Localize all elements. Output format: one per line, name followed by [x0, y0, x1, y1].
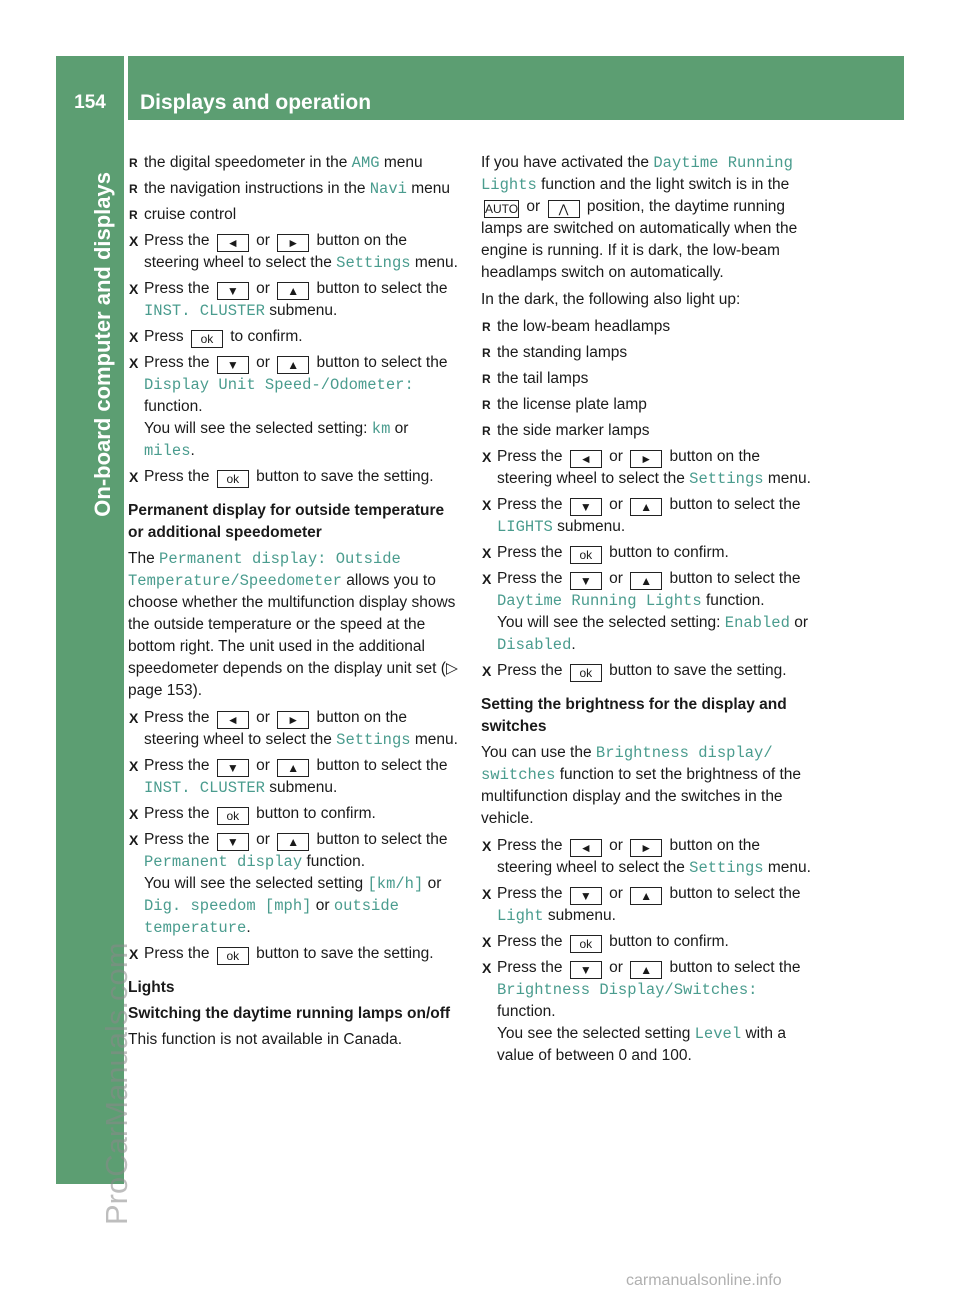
up-arrow-icon: ▲ — [630, 572, 662, 590]
left-arrow-icon: ◄ — [217, 234, 249, 252]
ok-button-icon: ok — [570, 664, 602, 682]
list-item: R the low-beam headlamps — [481, 316, 816, 338]
step-item: X Press the ▼ or ▲ button to select the Daytime Running Lights function. You will see the selected setting: Enabled or Disabled. — [481, 568, 816, 656]
step-item: X Press the ok button to save the setting. — [128, 466, 461, 488]
up-arrow-icon: ▲ — [630, 498, 662, 516]
up-arrow-icon: ▲ — [630, 887, 662, 905]
down-arrow-icon: ▼ — [217, 833, 249, 851]
low-beam-icon: ⋀ — [548, 200, 580, 218]
down-arrow-icon: ▼ — [570, 887, 602, 905]
ok-button-icon: ok — [191, 330, 223, 348]
paragraph: The Permanent display: Outside Temperature/Speedometer allows you to choose whether the multifunction display shows the outside temperature or the speed at the bottom right. The unit used in the additional speedometer depends on the display unit set (▷ page 153). — [128, 550, 458, 699]
right-arrow-icon: ► — [630, 450, 662, 468]
step-item: X Press the ▼ or ▲ button to select the LIGHTS submenu. — [481, 494, 816, 538]
step-item: X Press the ▼ or ▲ button to select the Light submenu. — [481, 883, 816, 927]
section-heading: Permanent display for outside temperature or additional speedometer — [128, 502, 445, 541]
subsection-heading: Switching the daytime running lamps on/off — [128, 1005, 451, 1022]
paragraph: In the dark, the following also light up: — [481, 291, 741, 308]
list-item: R the standing lamps — [481, 342, 816, 364]
step-item: X Press the ok button to confirm. — [481, 542, 816, 564]
ok-button-icon: ok — [570, 935, 602, 953]
step-item: X Press the ▼ or ▲ button to select the INST. CLUSTER submenu. — [128, 278, 461, 322]
auto-light-icon: AUTO — [485, 202, 519, 216]
step-item: X Press the ◄ or ► button on the steering wheel to select the Settings menu. — [128, 230, 461, 274]
list-item: R the navigation instructions in the Navi menu — [128, 178, 461, 200]
right-arrow-icon: ► — [277, 234, 309, 252]
list-item: R the license plate lamp — [481, 394, 816, 416]
down-arrow-icon: ▼ — [570, 961, 602, 979]
ok-button-icon: ok — [570, 546, 602, 564]
step-item: X Press the ◄ or ► button on the steering wheel to select the Settings menu. — [481, 835, 816, 879]
watermark: ProCarManuals.com — [99, 942, 134, 1225]
step-item: X Press the ◄ or ► button on the steering wheel to select the Settings menu. — [128, 707, 461, 751]
paragraph: This function is not available in Canada. — [128, 1031, 402, 1048]
up-arrow-icon: ▲ — [277, 282, 309, 300]
step-item: X Press the ▼ or ▲ button to select the Display Unit Speed-/Odometer: function. You will see the selected setting: km or miles. — [128, 352, 461, 462]
ok-button-icon: ok — [217, 807, 249, 825]
down-arrow-icon: ▼ — [217, 282, 249, 300]
list-item: R the side marker lamps — [481, 420, 816, 442]
header-divider — [124, 56, 128, 120]
left-arrow-icon: ◄ — [217, 711, 249, 729]
list-item: R the tail lamps — [481, 368, 816, 390]
page-title: Displays and operation — [140, 91, 372, 114]
paragraph: You can use the Brightness display/ switches function to set the brightness of the multifunction display and the switches in the vehicle. — [481, 744, 801, 827]
right-arrow-icon: ► — [277, 711, 309, 729]
section-heading: Lights — [128, 979, 175, 996]
ok-button-icon: ok — [217, 470, 249, 488]
step-item: X Press the ok button to save the setting. — [481, 660, 816, 682]
step-item: X Press ok to confirm. — [128, 326, 461, 348]
left-arrow-icon: ◄ — [570, 450, 602, 468]
left-column — [128, 152, 461, 1056]
step-item: X Press the ▼ or ▲ button to select the INST. CLUSTER submenu. — [128, 755, 461, 799]
paragraph: If you have activated the Daytime Running Lights function and the light switch is in the AUTO or ⋀ position, the daytime running lamps are switched on automatically when the engine is running. If it is dark, the low-beam headlamps switch on automatically. — [481, 154, 798, 281]
list-item: R cruise control — [128, 204, 461, 226]
step-item: X Press the ▼ or ▲ button to select the Brightness Display/Switches: function. You see the selected setting Level with a value of between 0 and 100. — [481, 957, 816, 1067]
down-arrow-icon: ▼ — [570, 498, 602, 516]
page-number: 154 — [74, 92, 106, 113]
down-arrow-icon: ▼ — [217, 356, 249, 374]
down-arrow-icon: ▼ — [217, 759, 249, 777]
up-arrow-icon: ▲ — [277, 759, 309, 777]
list-item: R the digital speedometer in the AMG menu — [128, 152, 461, 174]
step-item: X Press the ok button to confirm. — [128, 803, 461, 825]
footer-watermark: carmanualsonline.info — [626, 1272, 782, 1289]
ok-button-icon: ok — [217, 947, 249, 965]
up-arrow-icon: ▲ — [630, 961, 662, 979]
section-heading: Setting the brightness for the display and switches — [481, 696, 787, 735]
down-arrow-icon: ▼ — [570, 572, 602, 590]
up-arrow-icon: ▲ — [277, 833, 309, 851]
up-arrow-icon: ▲ — [277, 356, 309, 374]
side-tab-label: On-board computer and displays — [90, 172, 115, 517]
step-item: X Press the ◄ or ► button on the steering wheel to select the Settings menu. — [481, 446, 816, 490]
step-item: X Press the ok button to save the setting. — [128, 943, 461, 965]
step-item: X Press the ok button to confirm. — [481, 931, 816, 953]
right-arrow-icon: ► — [630, 839, 662, 857]
step-item: X Press the ▼ or ▲ button to select the Permanent display function. You will see the selected setting [km/h] or Dig. speedom [mph] or outside temperature. — [128, 829, 461, 939]
right-column — [481, 152, 816, 1071]
left-arrow-icon: ◄ — [570, 839, 602, 857]
